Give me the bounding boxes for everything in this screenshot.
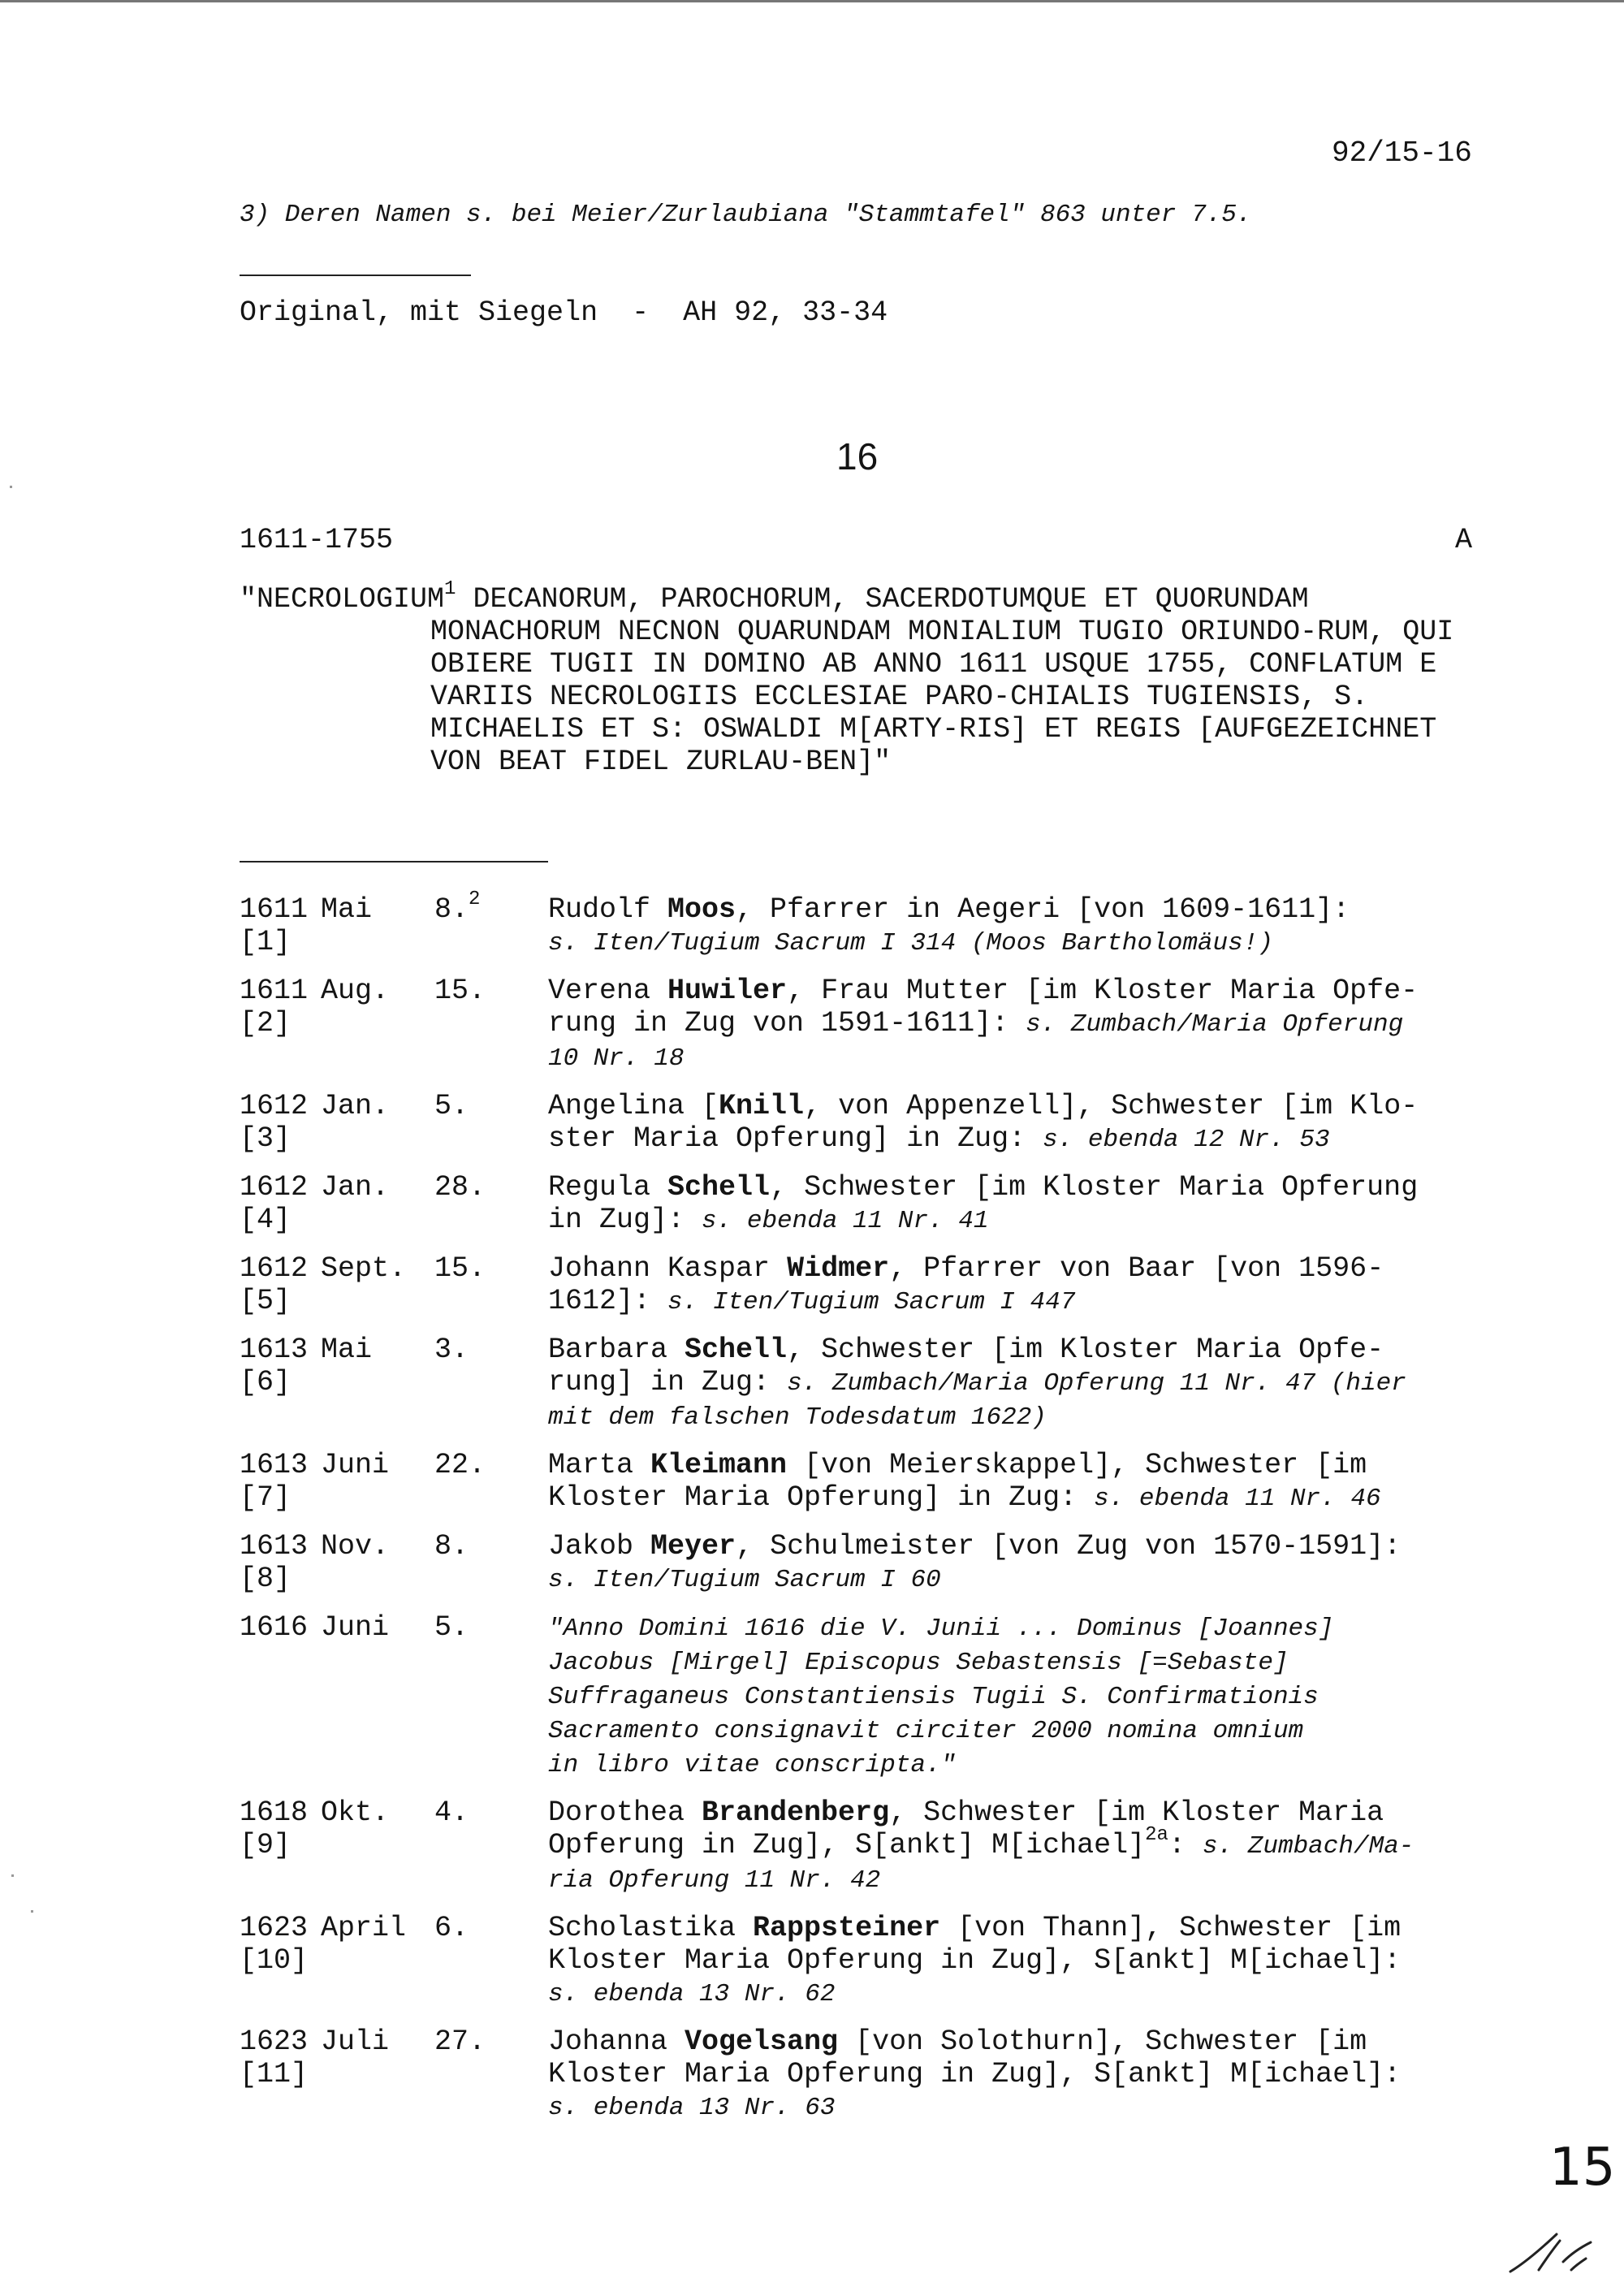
entry-date-column xyxy=(240,1252,548,1317)
necrology-entry xyxy=(240,1611,1490,1782)
handwritten-page-number: 15 xyxy=(1549,2138,1616,2198)
document-letter: A xyxy=(1455,524,1473,556)
necrology-entries xyxy=(240,888,1490,2139)
entry-description-cont: : xyxy=(1168,1829,1203,1861)
entry-date-column xyxy=(240,975,548,1040)
entry-text xyxy=(548,1334,1490,1434)
entry-surname: Vogelsang xyxy=(685,2025,839,2058)
scan-speck xyxy=(10,486,12,488)
entry-month: Nov. xyxy=(321,1530,390,1563)
necrology-entry xyxy=(240,2025,1490,2125)
entry-number: [9] xyxy=(240,1829,292,1861)
entry-reference: s. Iten/Tugium Sacrum I 60 xyxy=(548,1566,941,1594)
entry-text xyxy=(548,1252,1490,1319)
title-text: "NECROLOGIUM$^1$ DECANORUM, PAROCHORUM, SACERDOTUMQUE ET QUORUNDAM MONACHORUM NECNON QUARUNDAM MONIALIUM TUGIO ORIUNDO-RUM, QUI OBIERE TUGII IN DOMINO AB ANNO 1611 USQUE 1755, CONFLATUM E VARIIS NECROLOGIIS ECCLESIAE PARO-CHIALIS TUGIENSIS, S. MICHAELIS ET S: OSWALDI M[ARTY-RIS] ET REGIS [AUFGEZEICHNET VON BEAT FIDEL ZURLAU-BEN]" xyxy=(240,578,1454,778)
entry-surname: Meyer xyxy=(650,1530,736,1563)
entry-reference: s. ebenda 11 Nr. 41 xyxy=(702,1207,989,1235)
necrology-entry xyxy=(240,975,1490,1075)
entry-text xyxy=(548,1449,1490,1515)
entry-date-column xyxy=(240,1611,548,1676)
document-number: 16 xyxy=(836,435,879,478)
entry-surname: Schell xyxy=(685,1334,788,1366)
entry-date-column xyxy=(240,888,548,958)
entry-prefix: Johann Kaspar xyxy=(548,1252,788,1285)
source-note: Original, mit Siegeln - AH 92, 33-34 xyxy=(240,296,888,329)
entry-day: 6. xyxy=(434,1912,469,1944)
entry-text xyxy=(548,1090,1490,1156)
entry-prefix: Angelina [ xyxy=(548,1090,719,1122)
entry-year: 1612 xyxy=(240,1171,309,1204)
entry-text xyxy=(548,893,1490,960)
entry-year: 1613 xyxy=(240,1530,309,1563)
entry-text xyxy=(548,1171,1490,1238)
necrology-entry xyxy=(240,888,1490,960)
entry-number: [2] xyxy=(240,1007,292,1040)
entry-date-column xyxy=(240,1449,548,1514)
entry-month: Mai xyxy=(321,893,373,926)
entry-prefix: Verena xyxy=(548,975,668,1007)
necrology-entry xyxy=(240,1449,1490,1515)
entry-description: [von Thann], Schwester [im Kloster Maria Opferung in Zug], S[ankt] M[ichael]: xyxy=(548,1912,1402,1977)
entry-surname: Schell xyxy=(667,1171,771,1204)
entry-number: [8] xyxy=(240,1563,292,1595)
entry-reference: s. Zumbach/Maria Opferung 11 Nr. 47 (hier mit dem falschen Todesdatum 1622) xyxy=(548,1369,1406,1432)
footnote-3: 3) Deren Namen s. bei Meier/Zurlaubiana "Stammtafel" 863 unter 7.5. xyxy=(240,201,1252,229)
scan-speck xyxy=(31,1910,33,1913)
entry-number xyxy=(240,1644,548,1676)
entry-number: [3] xyxy=(240,1122,292,1155)
entry-year: 1618 xyxy=(240,1796,309,1829)
entry-prefix: Scholastika xyxy=(548,1912,754,1944)
entry-day: 5. xyxy=(434,1611,469,1644)
scan-speck xyxy=(11,1874,14,1877)
necrology-entry xyxy=(240,1171,1490,1238)
entry-date-column xyxy=(240,1796,548,1861)
entry-date-column xyxy=(240,1171,548,1236)
entry-date-column xyxy=(240,1912,548,1977)
entry-month: Okt. xyxy=(321,1796,390,1829)
handwritten-initial-mark xyxy=(1506,2229,1596,2278)
entry-day: 4. xyxy=(434,1796,469,1829)
entry-number: [11] xyxy=(240,2058,309,2090)
entry-text xyxy=(548,2025,1490,2125)
entry-description: , Frau Mutter [im Kloster Maria Opfe- rung in Zug von 1591-1611]: xyxy=(548,975,1419,1040)
entry-month: April xyxy=(321,1912,407,1944)
entry-number: [6] xyxy=(240,1366,292,1399)
entry-month: Juli xyxy=(321,2025,390,2058)
necrology-entry xyxy=(240,1090,1490,1156)
entry-surname: Rappsteiner xyxy=(753,1912,941,1944)
document-title xyxy=(240,578,1474,778)
entry-prefix: Jakob xyxy=(548,1530,651,1563)
entry-prefix: Rudolf xyxy=(548,893,668,926)
entry-day: 5. xyxy=(434,1090,469,1122)
entry-reference: s. ebenda 13 Nr. 63 xyxy=(548,2094,836,2122)
title-footnote-marker: 1 xyxy=(444,578,456,600)
entry-text xyxy=(548,1530,1490,1597)
entry-description: , Schulmeister [von Zug von 1570-1591]: xyxy=(736,1530,1402,1563)
entry-surname: Knill xyxy=(719,1090,805,1122)
entry-day: 28. xyxy=(434,1171,486,1204)
entry-day: 15. xyxy=(434,1252,486,1285)
entry-date-column xyxy=(240,1090,548,1155)
necrology-entry xyxy=(240,1530,1490,1597)
entry-description: , Schwester [im Kloster Maria Opferung in Zug]: xyxy=(548,1171,1419,1236)
entry-number: [4] xyxy=(240,1204,292,1236)
entry-number: [5] xyxy=(240,1285,292,1317)
entry-reference: s. Zumbach/Maria Opferung 10 Nr. 18 xyxy=(548,1010,1404,1073)
entry-day: 8.$^2$ xyxy=(434,888,481,926)
entry-prefix: Marta xyxy=(548,1449,651,1481)
entry-footnote-marker: 2 xyxy=(469,888,481,910)
entry-month: Jan. xyxy=(321,1090,390,1122)
entry-footnote-marker: 2a xyxy=(1145,1824,1168,1846)
entry-description: , Schwester [im Kloster Maria Opfe- rung] in Zug: xyxy=(548,1334,1384,1399)
footnote-divider xyxy=(240,275,471,276)
entry-description: [von Solothurn], Schwester [im Kloster Maria Opferung in Zug], S[ankt] M[ichael]: xyxy=(548,2025,1402,2090)
entry-reference: s. ebenda 11 Nr. 46 xyxy=(1094,1485,1381,1513)
entry-number: [1] xyxy=(240,926,292,958)
entry-day: 27. xyxy=(434,2025,486,2058)
entry-year: 1612 xyxy=(240,1090,309,1122)
entry-year: 1613 xyxy=(240,1449,309,1481)
entry-year: 1611 xyxy=(240,893,309,926)
entry-year: 1623 xyxy=(240,2025,309,2058)
entry-surname: Huwiler xyxy=(667,975,788,1007)
date-range: 1611-1755 xyxy=(240,524,394,556)
page-reference: 92/15-16 xyxy=(1332,136,1472,170)
entry-month: Mai xyxy=(321,1334,373,1366)
entry-text xyxy=(548,1611,1490,1782)
entry-reference: "Anno Domini 1616 die V. Junii ... Dominus [Joannes] Jacobus [Mirgel] Episcopus Sebastensis [=Sebaste] Suffraganeus Constantiensis Tugii S. Confirmationis Sacramento consignavit circiter 2000 nomina omnium in libro vitae conscripta." xyxy=(548,1615,1334,1779)
entry-reference: s. Iten/Tugium Sacrum I 314 (Moos Bartholomäus!) xyxy=(548,929,1273,958)
entry-reference: s. ebenda 12 Nr. 53 xyxy=(1043,1126,1330,1154)
entry-description: , von Appenzell], Schwester [im Klo- ster Maria Opferung] in Zug: xyxy=(548,1090,1419,1155)
necrology-entry xyxy=(240,1252,1490,1319)
entry-prefix: Barbara xyxy=(548,1334,685,1366)
entry-day: 3. xyxy=(434,1334,469,1366)
entry-description: [von Meierskappel], Schwester [im Kloster Maria Opferung] in Zug: xyxy=(548,1449,1367,1514)
entry-description: , Pfarrer in Aegeri [von 1609-1611]: xyxy=(736,893,1350,926)
necrology-entry xyxy=(240,1796,1490,1897)
entry-prefix: Johanna xyxy=(548,2025,685,2058)
entry-text xyxy=(548,975,1490,1075)
entry-month: Jan. xyxy=(321,1171,390,1204)
entry-year: 1613 xyxy=(240,1334,309,1366)
entry-month: Sept. xyxy=(321,1252,407,1285)
entry-surname: Moos xyxy=(667,893,736,926)
scan-top-edge xyxy=(0,0,1624,2)
entry-prefix: Dorothea xyxy=(548,1796,702,1829)
entry-number: [7] xyxy=(240,1481,292,1514)
entry-surname: Widmer xyxy=(787,1252,890,1285)
entry-surname: Kleimann xyxy=(650,1449,788,1481)
entry-year: 1623 xyxy=(240,1912,309,1944)
entry-text xyxy=(548,1912,1490,2011)
entry-reference: s. ebenda 13 Nr. 62 xyxy=(548,1980,836,2008)
entry-number: [10] xyxy=(240,1944,309,1977)
entry-year: 1612 xyxy=(240,1252,309,1285)
entry-month: Juni xyxy=(321,1611,390,1644)
entry-reference: s. Iten/Tugium Sacrum I 447 xyxy=(667,1288,1076,1316)
entry-surname: Brandenberg xyxy=(702,1796,890,1829)
necrology-entry xyxy=(240,1334,1490,1434)
entry-day: 15. xyxy=(434,975,486,1007)
entry-description: , Pfarrer von Baar [von 1596- 1612]: xyxy=(548,1252,1384,1317)
necrology-entry xyxy=(240,1912,1490,2011)
entry-date-column xyxy=(240,1334,548,1399)
entry-day: 8. xyxy=(434,1530,469,1563)
entry-year: 1611 xyxy=(240,975,309,1007)
entry-text xyxy=(548,1796,1490,1897)
entry-date-column xyxy=(240,1530,548,1595)
entry-month: Aug. xyxy=(321,975,390,1007)
entry-prefix: Regula xyxy=(548,1171,668,1204)
entry-day: 22. xyxy=(434,1449,486,1481)
entry-date-column xyxy=(240,2025,548,2090)
entry-year: 1616 xyxy=(240,1611,309,1644)
entry-month: Juni xyxy=(321,1449,390,1481)
entry-reference: s. Zumbach/Ma- ria Opferung 11 Nr. 42 xyxy=(548,1832,1415,1895)
title-divider xyxy=(240,861,548,862)
entry-description: , Schwester [im Kloster Maria Opferung in Zug], S[ankt] M[ichael] xyxy=(548,1796,1384,1861)
